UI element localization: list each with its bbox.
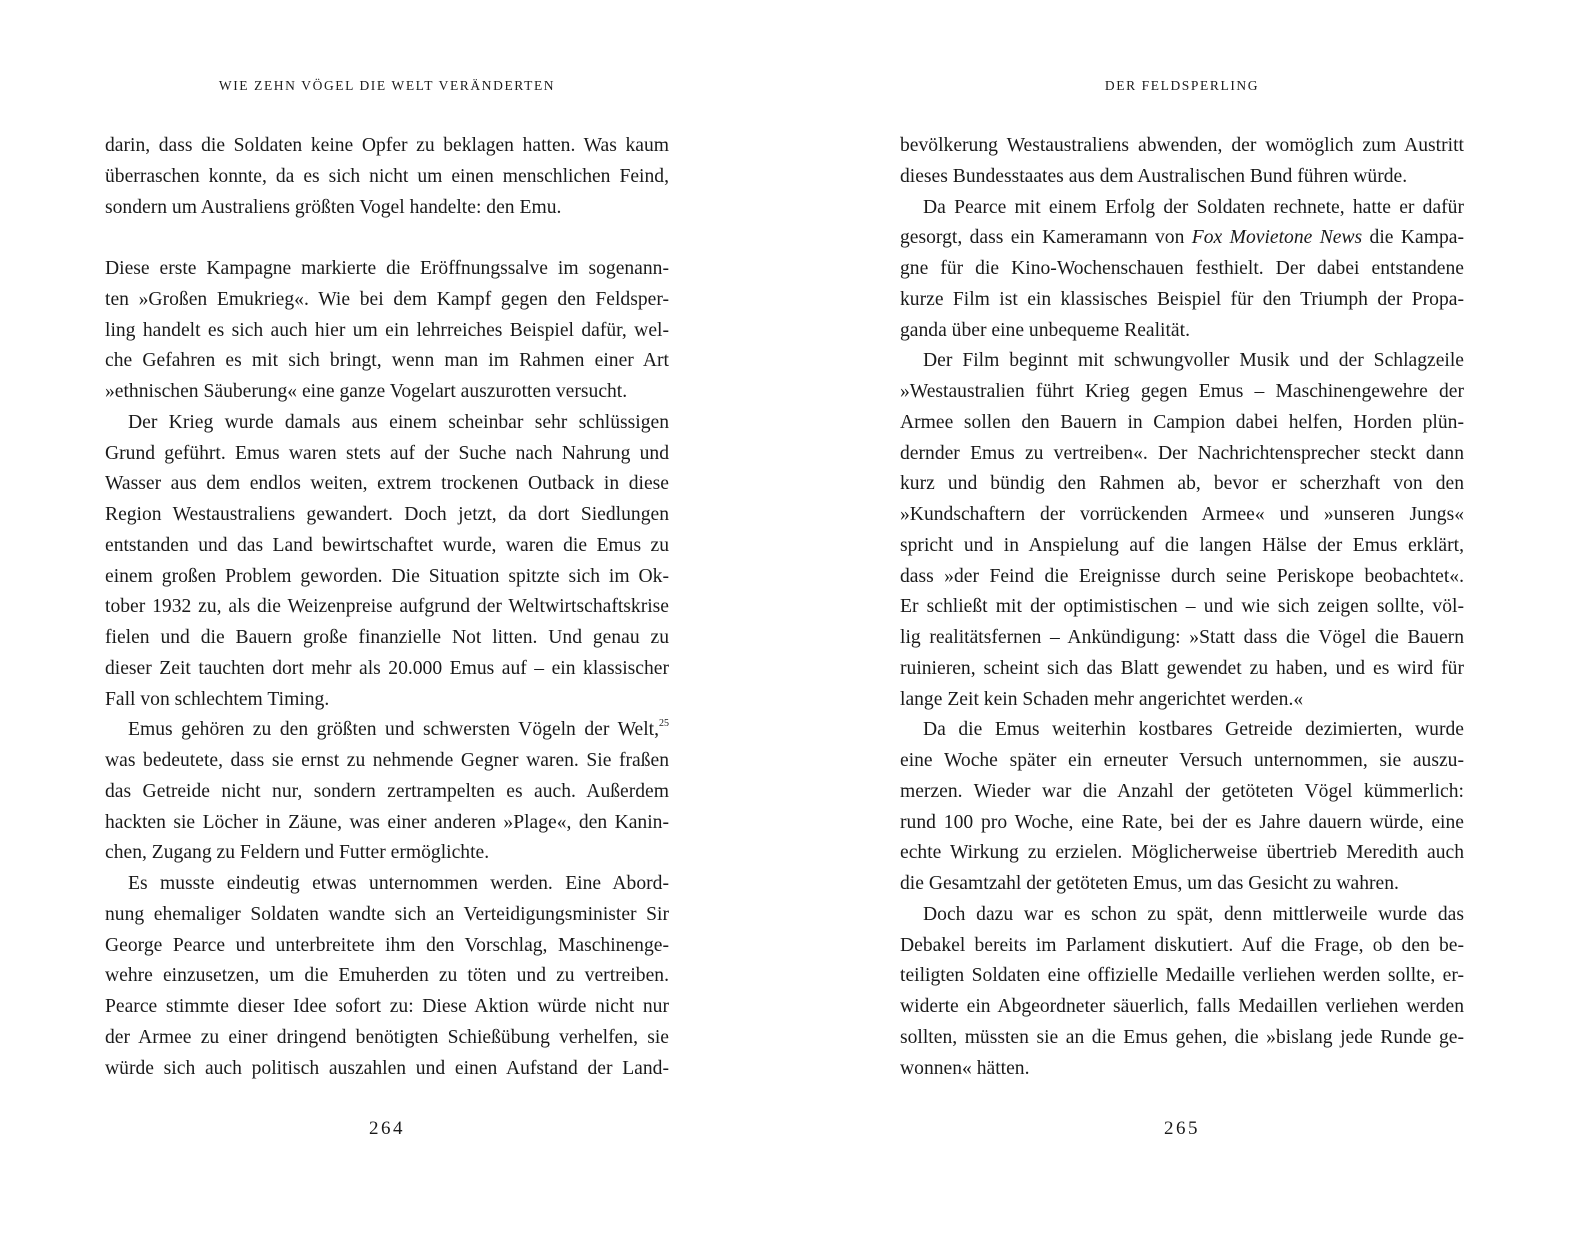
page-number: 265	[1164, 1118, 1200, 1139]
text-line: »Kundschaftern der vorrückenden Armee« und »unseren Jungs«	[900, 504, 1464, 525]
text-line: die Gesamtzahl der getöteten Emus, um das Gesicht zu wahren.	[900, 873, 1399, 894]
text-line: ruinieren, scheint sich das Blatt gewendet zu haben, und es wird für	[900, 657, 1464, 679]
text-line: darin, dass die Soldaten keine Opfer zu beklagen hatten. Was kaum	[105, 135, 669, 156]
text-line: Fall von schlechtem Timing.	[105, 688, 330, 710]
running-head: WIE ZEHN VÖGEL DIE WELT VERÄNDERTEN	[218, 78, 556, 93]
paragraph	[105, 254, 669, 408]
text-line: dieser Zeit tauchten dort mehr als 20.000 Emus auf – ein klassischer	[105, 657, 669, 679]
text-line: Diese erste Kampagne markierte die Eröffnungssalve im sogenann-	[105, 258, 669, 279]
text-line: wehre einzusetzen, um die Emuherden zu töten und zu vertreiben.	[105, 965, 669, 987]
text-line: Da Pearce mit einem Erfolg der Soldaten rechnete, hatte er dafür	[923, 196, 1464, 218]
text-line: lig realitätsfernen – Ankündigung: »Statt dass die Vögel die Bauern	[900, 627, 1464, 648]
text-line: der Armee zu einer dringend benötigten Schießübung verhelfen, sie	[105, 1026, 669, 1048]
paragraph	[900, 193, 1464, 347]
text-line: Der Krieg wurde damals aus einem scheinbar sehr schlüssigen	[128, 411, 669, 433]
text-line: Armee sollen den Bauern in Campion dabei helfen, Horden plün-	[900, 411, 1464, 433]
text-line: Wasser aus dem endlos weiten, extrem trockenen Outback in diese	[105, 473, 669, 495]
text-segment: die Kampa-	[1362, 227, 1464, 249]
text-line: »ethnischen Säuberung« eine ganze Vogelart auszurotten versucht.	[105, 381, 628, 402]
text-line: gne für die Kino-Wochenschauen festhielt. Der dabei entstandene	[900, 258, 1464, 279]
text-line	[900, 223, 1464, 254]
text-segment: gesorgt, dass ein Kameramann von	[900, 227, 1192, 249]
paragraph	[900, 131, 1464, 193]
text-line: einem großen Problem geworden. Die Situation spitzte sich im Ok-	[105, 565, 669, 587]
italic-title: Fox Movietone News	[1191, 227, 1363, 249]
page-number: 264	[369, 1118, 405, 1139]
text-line: echte Wirkung zu erzielen. Möglicherweise übertrieb Meredith auch	[900, 842, 1464, 864]
text-line: lange Zeit kein Schaden mehr angerichtet werden.«	[900, 688, 1304, 710]
text-line: ganda über eine unbequeme Realität.	[900, 319, 1190, 341]
paragraph	[105, 131, 669, 223]
text-line: bevölkerung Westaustraliens abwenden, der womöglich zum Austritt	[900, 135, 1464, 156]
text-line: hackten sie Löcher in Zäune, was einer anderen »Plage«, den Kanin-	[105, 811, 669, 833]
text-line: das Getreide nicht nur, sondern zertrampelten es auch. Außerdem	[105, 780, 669, 802]
text-line: widerte ein Abgeordneter säuerlich, falls Medaillen verliehen werden	[900, 996, 1464, 1017]
paragraph	[105, 408, 669, 716]
text-line: Debakel bereits im Parlament diskutiert. Auf die Frage, ob den be-	[900, 934, 1464, 956]
right-page	[900, 0, 1464, 1240]
text-line: rund 100 pro Woche, eine Rate, bei der es Jahre dauern würde, eine	[900, 811, 1464, 833]
text-line: dernder Emus zu vertreiben«. Der Nachrichtensprecher steckt dann	[900, 442, 1464, 464]
text-line: George Pearce und unterbreitete ihm den Vorschlag, Maschinenge-	[105, 934, 669, 956]
text-line: fielen und die Bauern große finanzielle Not litten. Und genau zu	[105, 627, 669, 648]
text-line: kurze Film ist ein klassisches Beispiel für den Triumph der Propa-	[900, 288, 1464, 310]
text-line: merzen. Wieder war die Anzahl der getöteten Vögel kümmerlich:	[900, 780, 1464, 802]
text-line: eine Woche später ein erneuter Versuch unternommen, sie auszu-	[900, 750, 1464, 771]
paragraph-break	[105, 223, 669, 254]
paragraph	[105, 869, 669, 1084]
text-line: sollten, müssten sie an die Emus gehen, die »bislang jede Runde ge-	[900, 1026, 1464, 1048]
body-text	[105, 131, 669, 1084]
text-line: würde sich auch politisch auszahlen und einen Aufstand der Land-	[105, 1057, 669, 1079]
text-line: Der Film beginnt mit schwungvoller Musik und der Schlagzeile	[923, 350, 1464, 372]
text-line: was bedeutete, dass sie ernst zu nehmende Gegner waren. Sie fraßen	[105, 750, 669, 771]
text-line	[105, 715, 669, 746]
text-segment: Emus gehören zu den größten und schwersten Vögeln der Welt,	[128, 719, 659, 741]
text-line: wonnen« hätten.	[900, 1057, 1030, 1079]
text-line: Er schließt mit der optimistischen – und wie sich zeigen sollte, völ-	[900, 596, 1464, 618]
text-line: Da die Emus weiterhin kostbares Getreide dezimierten, wurde	[923, 719, 1464, 741]
text-line: sondern um Australiens größten Vogel handelte: den Emu.	[105, 196, 562, 218]
text-line: Es musste eindeutig etwas unternommen werden. Eine Abord-	[128, 873, 669, 894]
text-line: überraschen konnte, da es sich nicht um einen menschlichen Feind,	[105, 165, 669, 187]
text-line: Pearce stimmte dieser Idee sofort zu: Diese Aktion würde nicht nur	[105, 996, 669, 1017]
text-line: chen, Zugang zu Feldern und Futter ermöglichte.	[105, 842, 490, 864]
text-line: dieses Bundesstaates aus dem Australischen Bund führen würde.	[900, 165, 1408, 187]
text-line: teiligten Soldaten eine offizielle Medaille verliehen werden sollte, er-	[900, 965, 1464, 987]
text-line: »Westaustralien führt Krieg gegen Emus – Maschinengewehre der	[900, 381, 1464, 402]
paragraph	[900, 900, 1464, 1085]
text-line: Region Westaustraliens gewandert. Doch jetzt, da dort Siedlungen	[105, 504, 669, 525]
text-line: ling handelt es sich auch hier um ein lehrreiches Beispiel dafür, wel-	[105, 319, 669, 341]
text-line: che Gefahren es mit sich bringt, wenn man im Rahmen einer Art	[105, 350, 669, 372]
text-line: kurz und bündig den Rahmen ab, bevor er scherzhaft von den	[900, 473, 1464, 495]
left-page	[105, 0, 669, 1240]
text-line: tober 1932 zu, als die Weizenpreise aufgrund der Weltwirtschaftskrise	[105, 596, 669, 618]
text-line: entstanden und das Land bewirtschaftet wurde, waren die Emus zu	[105, 534, 669, 556]
text-line: ten »Großen Emukrieg«. Wie bei dem Kampf gegen den Feldsper-	[105, 288, 669, 310]
paragraph	[105, 715, 669, 869]
text-line: spricht und in Anspielung auf die langen Hälse der Emus erklärt,	[900, 534, 1464, 556]
paragraph	[900, 715, 1464, 900]
text-line: Grund geführt. Emus waren stets auf der Suche nach Nahrung und	[105, 442, 669, 464]
body-text	[900, 131, 1464, 1084]
text-line: dass »der Feind die Ereignisse durch seine Periskope beobachtet«.	[900, 565, 1464, 587]
paragraph	[900, 346, 1464, 715]
running-head: DER FELDSPERLING	[1104, 78, 1260, 93]
footnote-marker: 25	[659, 718, 669, 730]
text-line: Doch dazu war es schon zu spät, denn mittlerweile wurde das	[923, 903, 1464, 925]
text-line: nung ehemaliger Soldaten wandte sich an Verteidigungsminister Sir	[105, 903, 669, 925]
